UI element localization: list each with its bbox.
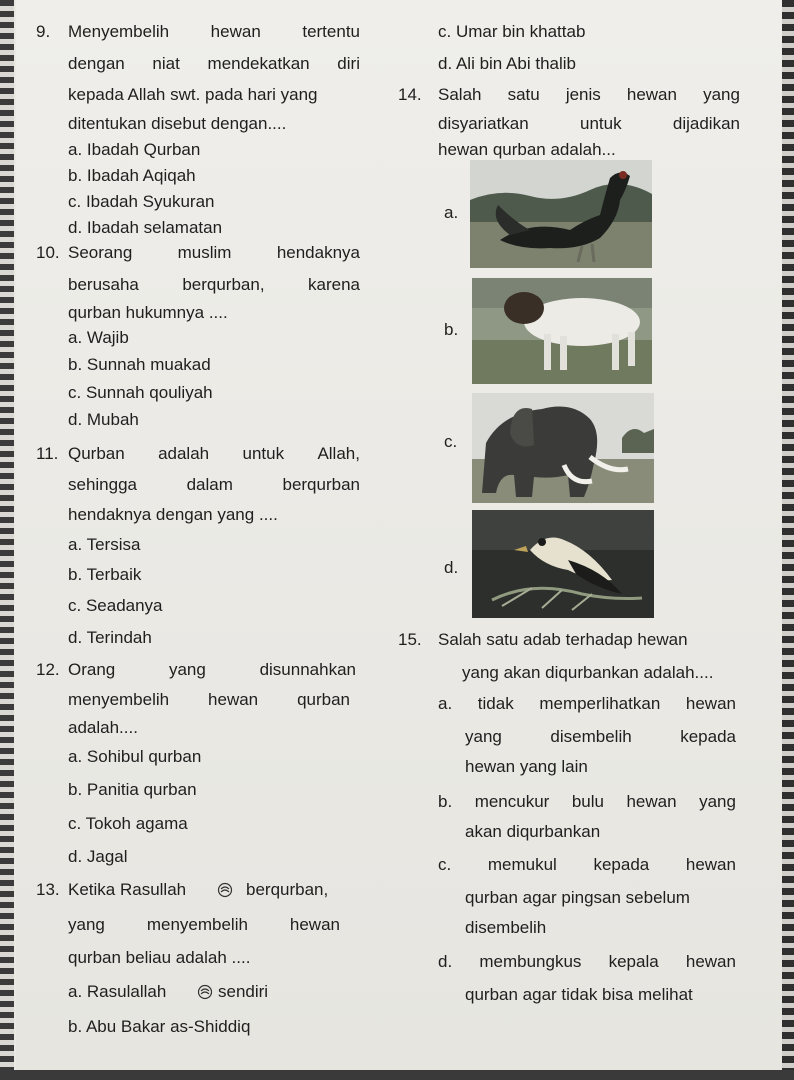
q12-option-b: b. Panitia qurban: [68, 780, 197, 799]
saw-honorific-icon: [217, 882, 233, 898]
q11-line-1: Qurban adalah untuk Allah,: [68, 444, 360, 463]
q12-line-3: adalah....: [68, 718, 138, 737]
q9-line-4: ditentukan disebut dengan....: [68, 114, 287, 133]
q12-number: 12.: [36, 660, 60, 679]
q15-option-b-line-1: b. mencukur bulu hewan yang: [438, 792, 736, 811]
q15-option-c-line-2: qurban agar pingsan sebelum: [465, 888, 690, 907]
q10-number: 10.: [36, 243, 60, 262]
q13-option-b: b. Abu Bakar as-Shiddiq: [68, 1017, 251, 1036]
q10-line-3: qurban hukumnya ....: [68, 303, 228, 322]
q9-option-b: b. Ibadah Aqiqah: [68, 166, 196, 185]
q15-option-d-line-2: qurban agar tidak bisa melihat: [465, 985, 693, 1004]
q13-line-1a: Ketika Rasullah: [68, 880, 187, 899]
q15-option-c-line-3: disembelih: [465, 918, 547, 937]
q15-option-a-line-3: hewan yang lain: [465, 757, 588, 776]
q14-label-c: c.: [444, 432, 458, 451]
q9-option-d: d. Ibadah selamatan: [68, 218, 223, 237]
q13-option-a-pre: a. Rasulallah: [68, 982, 167, 1001]
q11-option-a: a. Tersisa: [68, 535, 141, 554]
q14-line-2: disyariatkan untuk dijadikan: [438, 114, 740, 133]
q15-number: 15.: [398, 630, 422, 649]
q12-option-c: c. Tokoh agama: [68, 814, 188, 833]
q14-label-d: d.: [444, 558, 459, 577]
q14-line-1: Salah satu jenis hewan yang: [438, 85, 740, 104]
q9-option-a: a. Ibadah Qurban: [68, 140, 201, 159]
q12-option-a: a. Sohibul qurban: [68, 747, 202, 766]
q10-option-b: b. Sunnah muakad: [68, 355, 211, 374]
q15-option-c-line-1: c. memukul kepada hewan: [438, 855, 736, 874]
q13-line-3: qurban beliau adalah ....: [68, 948, 251, 967]
q11-option-b: b. Terbaik: [68, 565, 142, 584]
q15-option-b-line-2: akan diqurbankan: [465, 822, 601, 841]
q14-line-3: hewan qurban adalah...: [438, 140, 616, 159]
q13-line-1b: berqurban,: [246, 880, 329, 899]
q14-label-a: a.: [444, 203, 459, 222]
q11-option-c: c. Seadanya: [68, 596, 163, 615]
q14-image-rooster: [470, 160, 652, 268]
q9-line-1: Menyembelih hewan tertentu: [68, 22, 360, 41]
q9-number: 9.: [36, 22, 51, 41]
q13-line-2: yang menyembelih hewan: [68, 915, 340, 934]
q9-line-2: dengan niat mendekatkan diri: [68, 54, 360, 73]
q14-label-b: b.: [444, 320, 459, 339]
q14-image-goat: [472, 278, 652, 384]
q11-number: 11.: [36, 444, 59, 463]
q11-option-d: d. Terindah: [68, 628, 152, 647]
page-edge-bottom: [0, 1070, 794, 1080]
saw-honorific-icon: [197, 984, 213, 1000]
q15-option-a-line-1: a. tidak memperlihatkan hewan: [438, 694, 736, 713]
page-edge-right: [782, 0, 794, 1080]
q10-option-d: d. Mubah: [68, 410, 139, 429]
q11-line-2: sehingga dalam berqurban: [68, 475, 360, 494]
q10-option-c: c. Sunnah qouliyah: [68, 383, 213, 402]
q12-line-2: menyembelih hewan qurban: [68, 690, 350, 709]
page-edge-left: [0, 0, 14, 1080]
q13-option-c: c. Umar bin khattab: [438, 22, 586, 41]
q10-line-2: berusaha berqurban, karena: [68, 275, 360, 294]
q14-image-bird: [472, 510, 654, 618]
q15-option-d-line-1: d. membungkus kepala hewan: [438, 952, 736, 971]
q15-line-2: yang akan diqurbankan adalah....: [462, 663, 714, 682]
q13-number: 13.: [36, 880, 60, 899]
q15-option-a-line-2: yang disembelih kepada: [465, 727, 736, 746]
q13-option-a-post: sendiri: [218, 982, 269, 1001]
q10-line-1: Seorang muslim hendaknya: [68, 243, 360, 262]
q11-line-3: hendaknya dengan yang ....: [68, 505, 278, 524]
q14-number: 14.: [398, 85, 422, 104]
q14-image-elephant: [472, 393, 654, 503]
q12-line-1: Orang yang disunnahkan: [68, 660, 356, 679]
q10-option-a: a. Wajib: [68, 328, 129, 347]
q9-option-c: c. Ibadah Syukuran: [68, 192, 215, 211]
q13-option-d: d. Ali bin Abi thalib: [438, 54, 576, 73]
q9-line-3: kepada Allah swt. pada hari yang: [68, 85, 318, 104]
q15-line-1: Salah satu adab terhadap hewan: [438, 630, 688, 649]
q12-option-d: d. Jagal: [68, 847, 128, 866]
